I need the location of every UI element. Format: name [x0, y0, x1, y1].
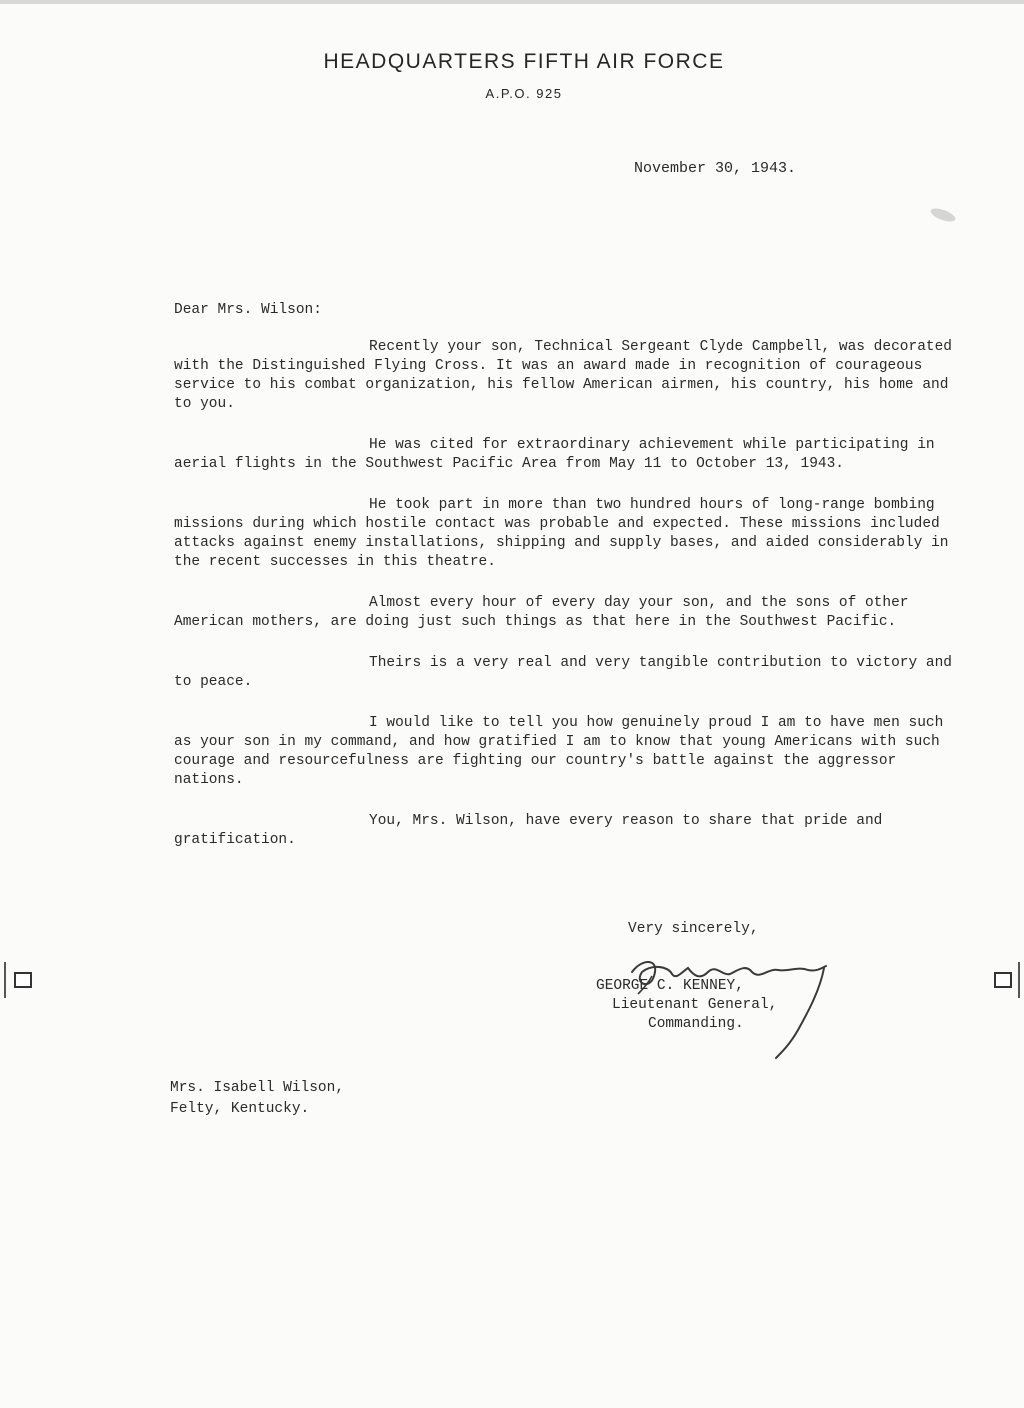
paragraph: Almost every hour of every day your son, and the sons of other American mothers, are doing just such things as that here in the Southwest Pacific. — [174, 595, 909, 630]
ink-smudge — [929, 206, 957, 224]
letterhead-title: HEADQUARTERS FIFTH AIR FORCE — [323, 50, 725, 73]
paragraph: Recently your son, Technical Sergeant Clyde Campbell, was decorated with the Distinguished Flying Cross. It was an award made in recognition of courageous service to his combat organization, his fellow American airmen, his country, his home and to you. — [174, 339, 952, 412]
paragraph: I would like to tell you how genuinely proud I am to have men such as your son in my command, and how gratified I am to know that young Americans with such courage and resourcefulness are fighting our country's battle against the aggressor nations. — [174, 715, 944, 788]
letterhead-apo: A.P.O. 925 — [485, 86, 563, 101]
letter-body — [174, 338, 954, 872]
signatory-rank: Lieutenant General, — [612, 997, 778, 1013]
scan-top-edge — [0, 0, 1024, 4]
valediction: Very sincerely, — [628, 921, 759, 937]
signatory-position: Commanding. — [648, 1016, 744, 1032]
recipient-address — [170, 1078, 344, 1120]
scan-edge-right — [1018, 962, 1020, 998]
handwritten-signature — [612, 950, 842, 1060]
scan-edge-left — [4, 962, 6, 998]
paragraph: He was cited for extraordinary achievement while participating in aerial flights in the Southwest Pacific Area from May 11 to October 13, 1943. — [174, 437, 935, 472]
letterhead — [0, 50, 1024, 101]
paragraph: He took part in more than two hundred hours of long-range bombing missions during which hostile contact was probable and expected. These missions included attacks against enemy installations, shipping and supply bases, and aided considerably in the recent successes in this theatre. — [174, 497, 949, 570]
paragraph: Theirs is a very real and very tangible contribution to victory and to peace. — [174, 655, 952, 690]
salutation: Dear Mrs. Wilson: — [174, 302, 322, 318]
signatory-name: GEORGE C. KENNEY, — [596, 978, 744, 994]
punch-hole-left — [14, 972, 32, 988]
punch-hole-right — [994, 972, 1012, 988]
letter-date: November 30, 1943. — [634, 160, 797, 177]
paragraph: You, Mrs. Wilson, have every reason to share that pride and gratification. — [174, 813, 883, 848]
address-line: Mrs. Isabell Wilson, — [170, 1080, 345, 1096]
address-line: Felty, Kentucky. — [170, 1101, 310, 1117]
